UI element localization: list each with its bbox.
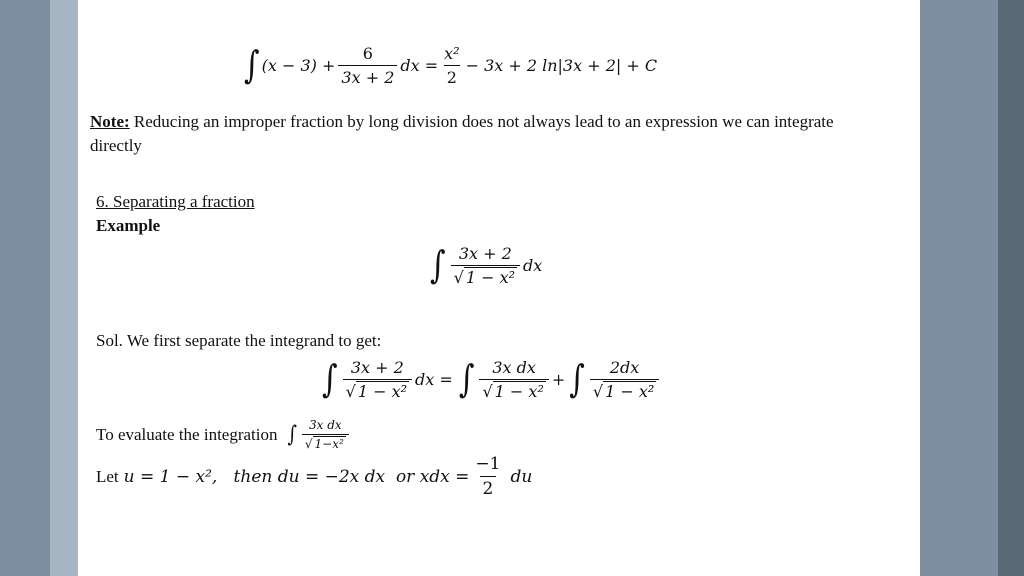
example-num: 3x + 2: [458, 244, 512, 263]
example-radicand: 1 − x²: [465, 268, 516, 287]
sol-lhs-dx: dx =: [415, 370, 453, 389]
integral-sign: ∫: [569, 357, 585, 401]
eq1-lhs-paren: (x − 3) +: [261, 56, 336, 75]
eq1-fraction: [338, 44, 397, 87]
example-fraction: [451, 244, 520, 287]
example-integral: [430, 244, 542, 287]
integral-sign: ∫: [458, 357, 475, 401]
example-den: √ 1 − x²: [451, 265, 520, 287]
integral-sign: ∫: [430, 243, 446, 287]
sol-term1-den: √ 1 − x²: [479, 379, 548, 401]
evaluate-line: [96, 418, 352, 451]
sol-term2-fraction: [590, 358, 659, 401]
note-text: Reducing an improper fraction by long division does not always lead to an expression we can integrate directly: [90, 112, 834, 155]
sol-lhs-den: √ 1 − x²: [343, 379, 412, 401]
eq1-rhs-num: x²: [444, 44, 460, 63]
substitution-frac-num: −1: [475, 454, 501, 474]
example-dx: dx: [523, 256, 543, 275]
substitution-frac-den: 2: [480, 476, 497, 499]
sol-lhs-radicand: 1 − x²: [357, 382, 408, 401]
note-paragraph: [90, 110, 880, 158]
eq1-rhs-den: 2: [444, 65, 460, 87]
substitution-du: du: [510, 466, 533, 487]
equation-long-division: [244, 44, 657, 87]
sol-term1-num: 3x dx: [492, 358, 536, 377]
evaluate-num: 3x dx: [309, 418, 342, 432]
eq1-frac-num: 6: [362, 44, 373, 63]
section-heading: 6. Separating a fraction: [96, 192, 255, 211]
eq1-dx: dx =: [400, 56, 439, 75]
evaluate-radicand: 1−x²: [314, 437, 344, 451]
integral-sign: ∫: [287, 420, 297, 447]
substitution-line: [96, 454, 532, 499]
note-label: Note:: [90, 112, 130, 131]
evaluate-text: To evaluate the integration: [96, 424, 278, 444]
integral-sign: ∫: [244, 43, 260, 87]
separated-integral: [322, 358, 662, 401]
left-inner-bar: [50, 0, 78, 576]
right-frame-bar: [920, 0, 998, 576]
sol-term2-den: √ 1 − x²: [590, 379, 659, 401]
eq1-rhs-rest: − 3x + 2 ln|3x + 2| + C: [465, 56, 658, 75]
right-outer-bar: [998, 0, 1024, 576]
sol-term2-num: 2dx: [609, 358, 640, 377]
sol-term1-radicand: 1 − x²: [494, 382, 544, 401]
eq1-frac-den: 3x + 2: [338, 65, 397, 87]
sol-lhs-fraction: [343, 358, 412, 401]
evaluate-den: √ 1−x²: [302, 434, 349, 451]
plus-sign: +: [551, 370, 566, 389]
substitution-expr: u = 1 − x², then du = −2x dx or xdx =: [123, 466, 470, 487]
sol-term2-radicand: 1 − x²: [605, 382, 655, 401]
evaluate-integral: [288, 418, 352, 451]
integral-sign: ∫: [322, 357, 338, 401]
example-label: Example: [96, 216, 161, 235]
eq1-rhs-fraction: [441, 44, 462, 87]
slide-page: [78, 0, 920, 576]
solution-intro: Sol. We first separate the integrand to get:: [96, 331, 382, 350]
substitution-fraction: [472, 454, 503, 499]
evaluate-fraction: [302, 418, 349, 451]
left-frame-bar: [0, 0, 50, 576]
let-label: Let: [96, 466, 119, 486]
sol-lhs-num: 3x + 2: [350, 358, 404, 377]
sol-term1-fraction: [479, 358, 548, 401]
